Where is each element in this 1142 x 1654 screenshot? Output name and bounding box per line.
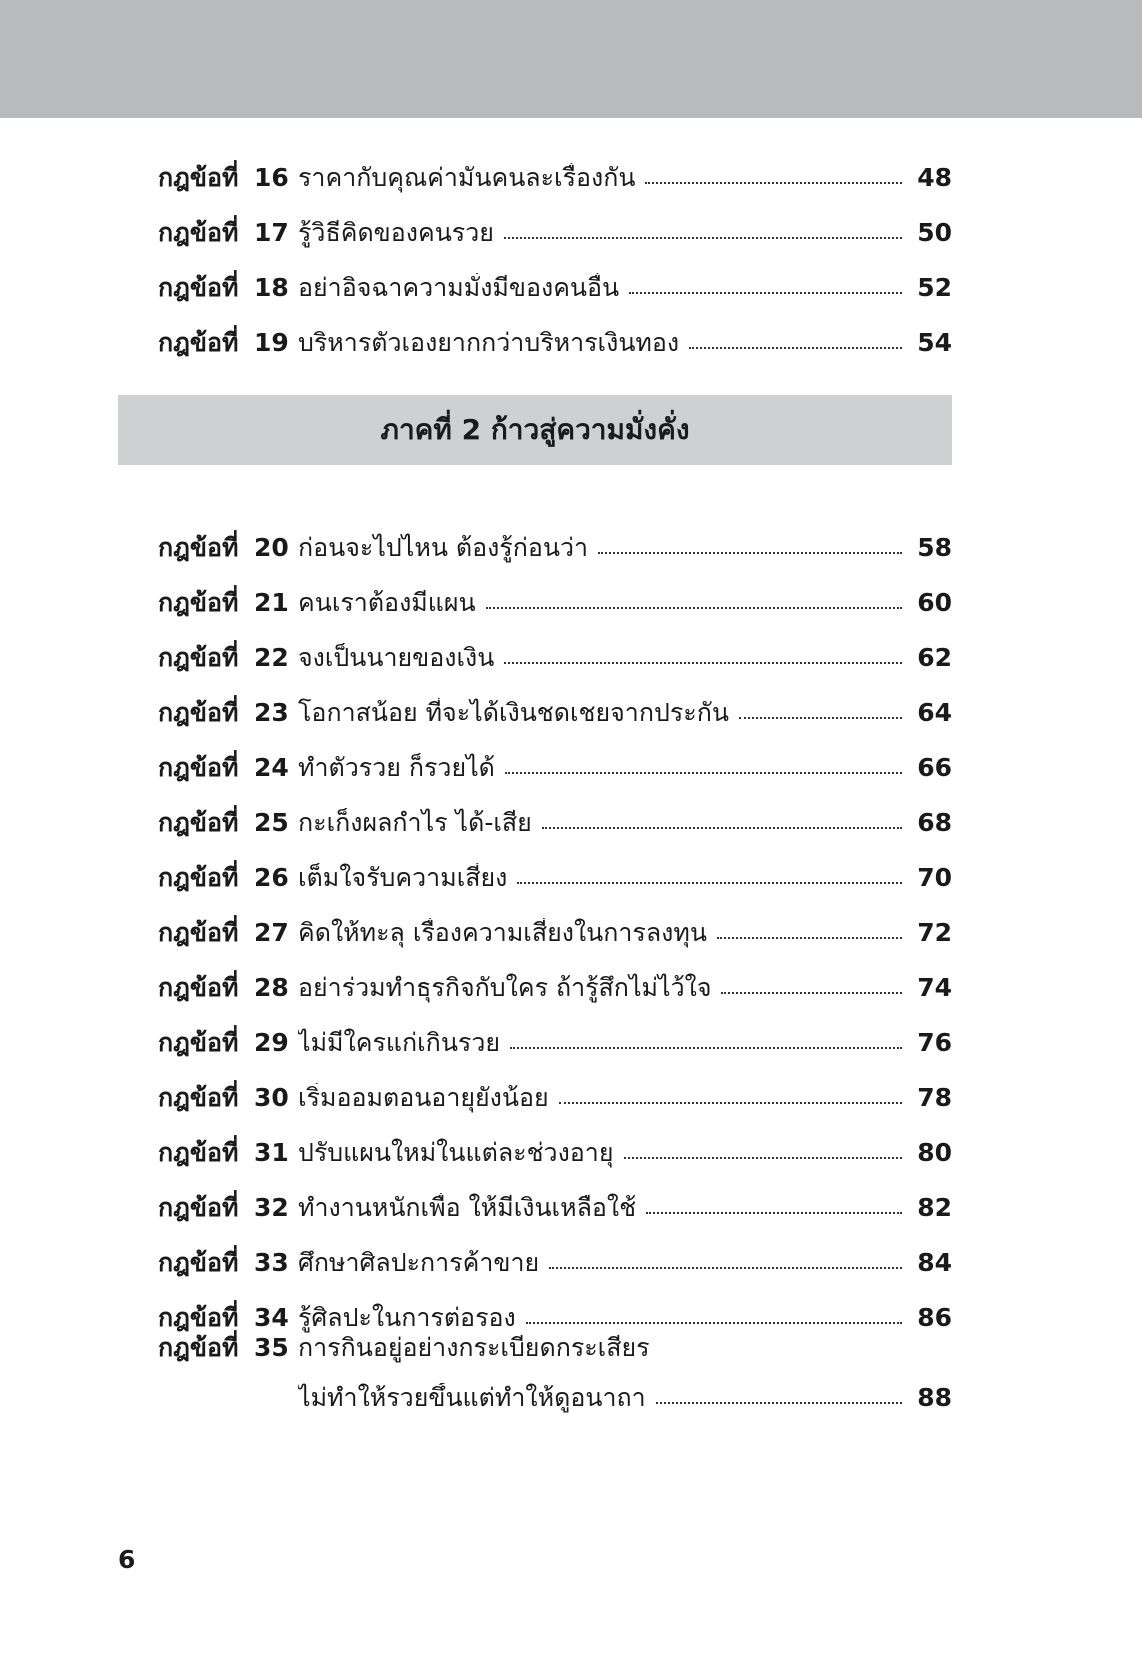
rule-title: อย่าร่วมทำธุรกิจกับใคร ถ้ารู้สึกไม่ไว้ใจ (298, 973, 712, 1002)
toc-entry-35[interactable] (158, 1333, 952, 1413)
rule-title: คิดให้ทะลุ เรื่องความเสี่ยงในการลงทุน (298, 918, 707, 947)
rule-number: 29 (254, 1028, 289, 1057)
page-ref: 52 (917, 273, 952, 302)
toc-entry-22[interactable] (158, 618, 952, 673)
toc-group-last (158, 1333, 952, 1413)
rule-title: ปรับแผนใหม่ในแต่ละช่วงอายุ (298, 1138, 614, 1167)
rule-number: 16 (254, 163, 289, 192)
dot-leader (645, 182, 902, 184)
toc-entry-21[interactable] (158, 563, 952, 618)
rule-title: อย่าอิจฉาความมั่งมีของคนอื่น (298, 273, 620, 302)
dot-leader (717, 937, 902, 939)
rule-label: กฎข้อที่ (158, 973, 239, 1002)
rule-title-line2-row (298, 1383, 952, 1413)
rule-label: กฎข้อที่ (158, 163, 239, 192)
page-ref: 84 (917, 1248, 952, 1277)
page-ref: 68 (917, 808, 952, 837)
rule-title: ไม่มีใครแก่เกินรวย (298, 1028, 501, 1057)
rule-label: กฎข้อที่ (158, 588, 239, 617)
rule-title: จงเป็นนายของเงิน (298, 643, 495, 672)
rule-number: 27 (254, 918, 289, 947)
rule-number: 35 (254, 1333, 289, 1362)
toc-entry-24[interactable] (158, 728, 952, 783)
rule-label: กฎข้อที่ (158, 808, 239, 837)
dot-leader (504, 237, 902, 239)
page-ref: 50 (917, 218, 952, 247)
rule-label: กฎข้อที่ (158, 273, 239, 302)
dot-leader (739, 717, 902, 719)
rule-number: 17 (254, 218, 289, 247)
rule-title: กะเก็งผลกำไร ได้-เสีย (298, 808, 532, 837)
page-ref: 86 (917, 1303, 952, 1332)
rule-title: ทำตัวรวย ก็รวยได้ (298, 753, 495, 782)
rule-label: กฎข้อที่ (158, 753, 239, 782)
page-number: 6 (118, 1545, 136, 1574)
toc-entry-27[interactable] (158, 893, 952, 948)
dot-leader (486, 607, 902, 609)
rule-label: กฎข้อที่ (158, 698, 239, 727)
rule-label: กฎข้อที่ (158, 643, 239, 672)
dot-leader (542, 827, 902, 829)
section-title: ภาคที่ 2 ก้าวสู่ความมั่งคั่ง (380, 413, 690, 446)
toc-group-2 (158, 508, 952, 1333)
page-ref: 54 (917, 328, 952, 357)
dot-leader (656, 1402, 902, 1404)
dot-leader (598, 552, 902, 554)
rule-label: กฎข้อที่ (158, 533, 239, 562)
rule-number: 23 (254, 698, 289, 727)
dot-leader (559, 1102, 902, 1104)
dot-leader (689, 347, 902, 349)
rule-number: 18 (254, 273, 289, 302)
section-heading (118, 395, 952, 465)
rule-number: 20 (254, 533, 289, 562)
page-ref: 62 (917, 643, 952, 672)
rule-label: กฎข้อที่ (158, 1138, 239, 1167)
toc-entry-29[interactable] (158, 1003, 952, 1058)
page-ref: 58 (917, 533, 952, 562)
rule-title-line2: ไม่ทำให้รวยขึ้นแต่ทำให้ดูอนาถา (298, 1383, 646, 1412)
dot-leader (517, 882, 902, 884)
dot-leader (510, 1047, 902, 1049)
rule-label: กฎข้อที่ (158, 1028, 239, 1057)
rule-title: โอกาสน้อย ที่จะได้เงินชดเชยจากประกัน (298, 698, 729, 727)
toc-entry-30[interactable] (158, 1058, 952, 1113)
rule-title-block (298, 1333, 952, 1413)
toc-group-1 (158, 138, 952, 358)
toc-entry-23[interactable] (158, 673, 952, 728)
page-ref: 74 (917, 973, 952, 1002)
page-ref: 60 (917, 588, 952, 617)
toc-entry-16[interactable] (158, 138, 952, 193)
rule-number: 33 (254, 1248, 289, 1277)
toc-entry-26[interactable] (158, 838, 952, 893)
toc-entry-18[interactable] (158, 248, 952, 303)
rule-label: กฎข้อที่ (158, 1303, 239, 1332)
page-ref: 48 (917, 163, 952, 192)
header-band (0, 0, 1142, 118)
rule-label: กฎข้อที่ (158, 918, 239, 947)
rule-number: 22 (254, 643, 289, 672)
rule-label: กฎข้อที่ (158, 1248, 239, 1277)
rule-title: รู้ศิลปะในการต่อรอง (298, 1303, 516, 1332)
page-ref: 72 (917, 918, 952, 947)
rule-number: 32 (254, 1193, 289, 1222)
rule-title: เต็มใจรับความเสี่ยง (298, 863, 508, 892)
rule-label: กฎข้อที่ (158, 1333, 239, 1362)
rule-title: เริ่มออมตอนอายุยังน้อย (298, 1083, 549, 1112)
toc-entry-25[interactable] (158, 783, 952, 838)
toc-entry-31[interactable] (158, 1113, 952, 1168)
toc-entry-28[interactable] (158, 948, 952, 1003)
rule-label: กฎข้อที่ (158, 328, 239, 357)
rule-number: 21 (254, 588, 289, 617)
dot-leader (721, 992, 902, 994)
rule-number: 26 (254, 863, 289, 892)
page-ref: 88 (917, 1383, 952, 1412)
rule-number: 19 (254, 328, 289, 357)
toc-entry-32[interactable] (158, 1168, 952, 1223)
rule-title: รู้วิธีคิดของคนรวย (298, 218, 494, 247)
rule-title: ก่อนจะไปไหน ต้องรู้ก่อนว่า (298, 533, 589, 562)
page-ref: 70 (917, 863, 952, 892)
dot-leader (504, 662, 902, 664)
toc-entry-33[interactable] (158, 1223, 952, 1278)
rule-label: กฎข้อที่ (158, 1083, 239, 1112)
rule-number: 31 (254, 1138, 289, 1167)
rule-title-line1: การกินอยู่อย่างกระเบียดกระเสียร (298, 1333, 650, 1362)
rule-label: กฎข้อที่ (158, 863, 239, 892)
page-ref: 82 (917, 1193, 952, 1222)
rule-title: คนเราต้องมีแผน (298, 588, 476, 617)
rule-title: ทำงานหนักเพื่อ ให้มีเงินเหลือใช้ (298, 1193, 637, 1222)
rule-title: ราคากับคุณค่ามันคนละเรื่องกัน (298, 163, 636, 192)
page-ref: 76 (917, 1028, 952, 1057)
dot-leader (646, 1212, 902, 1214)
page-ref: 80 (917, 1138, 952, 1167)
rule-title: ศึกษาศิลปะการค้าขาย (298, 1248, 540, 1277)
rule-label: กฎข้อที่ (158, 218, 239, 247)
page-ref: 78 (917, 1083, 952, 1112)
dot-leader (526, 1322, 902, 1324)
page-ref: 64 (917, 698, 952, 727)
toc-entry-34[interactable] (158, 1278, 952, 1333)
toc-entry-19[interactable] (158, 303, 952, 358)
dot-leader (624, 1157, 903, 1159)
dot-leader (549, 1267, 902, 1269)
toc-entry-20[interactable] (158, 508, 952, 563)
rule-label: กฎข้อที่ (158, 1193, 239, 1222)
page-ref: 66 (917, 753, 952, 782)
rule-number: 24 (254, 753, 289, 782)
rule-title: บริหารตัวเองยากกว่าบริหารเงินทอง (298, 328, 680, 357)
dot-leader (629, 292, 902, 294)
rule-number: 30 (254, 1083, 289, 1112)
toc-entry-17[interactable] (158, 193, 952, 248)
rule-number: 28 (254, 973, 289, 1002)
rule-number: 25 (254, 808, 289, 837)
rule-number: 34 (254, 1303, 289, 1332)
dot-leader (505, 772, 902, 774)
